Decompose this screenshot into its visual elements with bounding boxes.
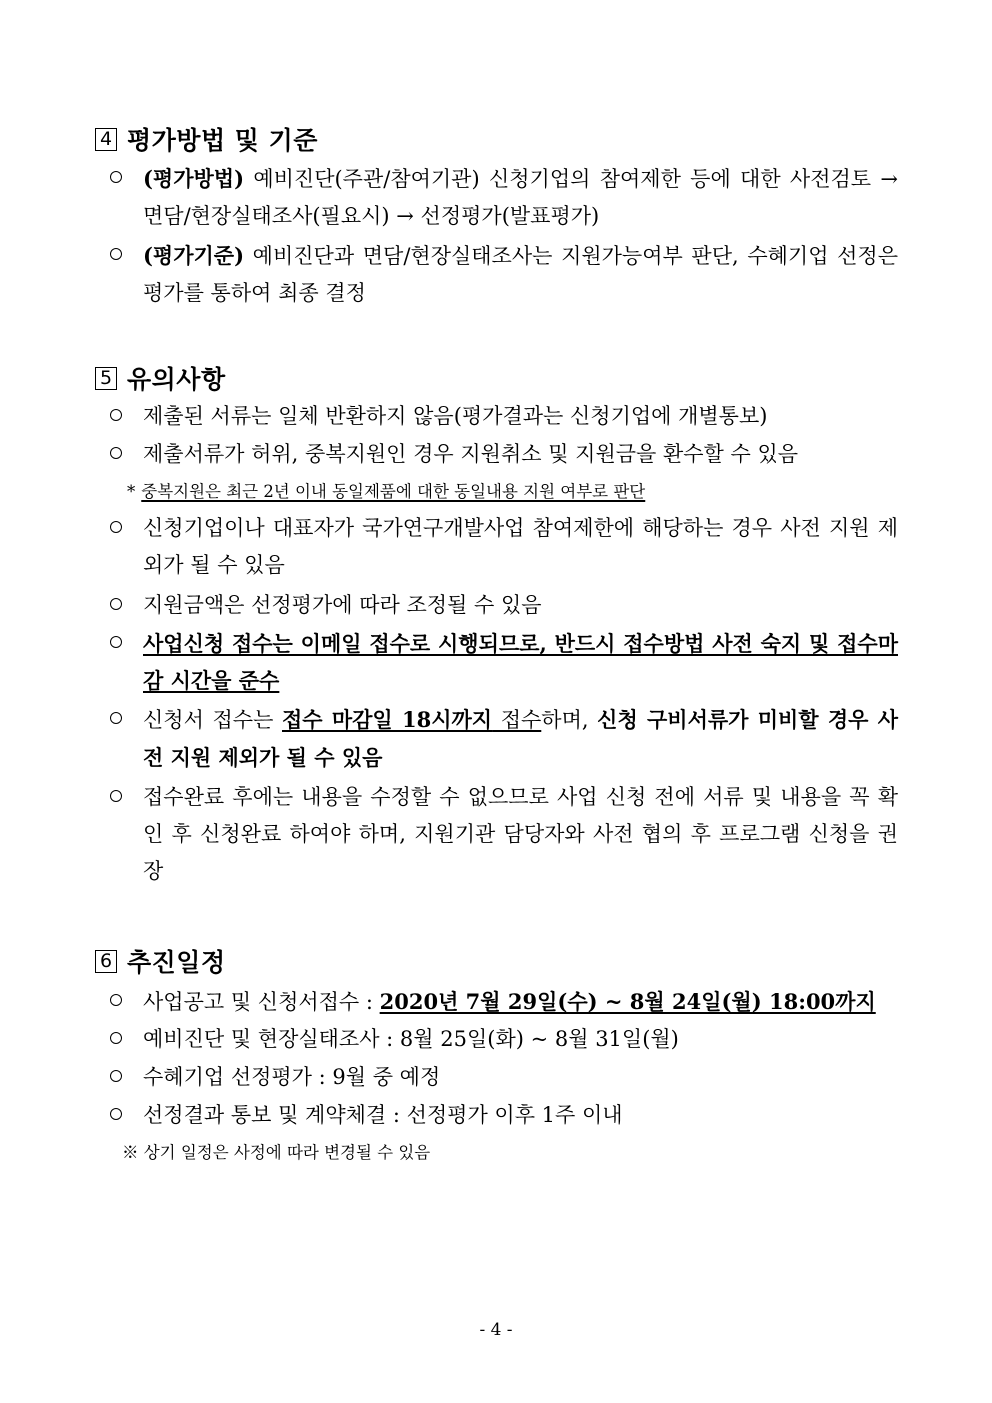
- circle-bullet-icon: [110, 1070, 122, 1082]
- method-text: 예비진단(주관/참여기관) 신청기업의 참여제한 등에 대한 사전검토 → 면담/현장실태조사(필요시) → 선정평가(발표평가): [143, 167, 898, 228]
- circle-bullet-icon: [110, 994, 122, 1006]
- list-item: [110, 436, 898, 473]
- notice-item-5: 사업신청 접수는 이메일 접수로 시행되므로, 반드시 접수방법 사전 숙지 및 접수마감 시간을 준수: [143, 631, 898, 693]
- notice-item-6-a: 신청서 접수는: [143, 708, 282, 732]
- circle-bullet-icon: [110, 1108, 122, 1120]
- page-number: - 4 -: [479, 1320, 513, 1340]
- duplicate-note: [127, 480, 645, 504]
- section-6-number: 6: [95, 950, 117, 973]
- section-5-number: 5: [95, 367, 117, 390]
- list-item: [110, 625, 898, 699]
- circle-bullet-icon: [110, 171, 122, 183]
- criteria-text: 예비진단과 면담/현장실태조사는 지원가능여부 판단, 수혜기업 선정은 평가를 통하여 최종 결정: [143, 244, 898, 305]
- list-item: [110, 1059, 898, 1096]
- section-4-title: 평가방법 및 기준: [127, 126, 318, 155]
- method-label: (평가방법): [143, 166, 245, 191]
- note-text: 중복지원은 최근 2년 이내 동일제품에 대한 동일내용 지원 여부로 판단: [141, 482, 646, 501]
- circle-bullet-icon: [110, 409, 122, 421]
- schedule-note: ※ 상기 일정은 사정에 따라 변경될 수 있음: [122, 1143, 431, 1162]
- list-item: [110, 701, 898, 777]
- section-5-title: 유의사항: [127, 365, 226, 394]
- list-item: [110, 1021, 898, 1058]
- circle-bullet-icon: [110, 712, 122, 724]
- schedule-4: 선정결과 통보 및 계약체결 : 선정평가 이후 1주 이내: [143, 1103, 623, 1127]
- notice-item-1: 제출된 서류는 일체 반환하지 않음(평가결과는 신청기업에 개별통보): [143, 404, 768, 428]
- circle-bullet-icon: [110, 790, 122, 802]
- notice-item-6-e: 신청 구비서류가 미비할 경우 사전 지원 제외가 될 수 있음: [143, 707, 898, 770]
- notice-item-7: 접수완료 후에는 내용을 수정할 수 없으므로 사업 신청 전에 서류 및 내용을 꼭 확인 후 신청완료 하여야 하며, 지원기관 담당자와 사전 협의 후 프로그램 신청을 권장: [143, 785, 898, 883]
- circle-bullet-icon: [110, 248, 122, 260]
- circle-bullet-icon: [110, 1032, 122, 1044]
- list-item: [110, 779, 898, 890]
- list-item: [110, 398, 898, 435]
- list-item: [110, 510, 898, 584]
- notice-item-3: 신청기업이나 대표자가 국가연구개발사업 참여제한에 해당하는 경우 사전 지원 제외가 될 수 있음: [143, 516, 898, 577]
- schedule-3: 수혜기업 선정평가 : 9월 중 예정: [143, 1065, 441, 1089]
- list-item: [110, 983, 898, 1021]
- section-4-number: 4: [95, 128, 117, 151]
- schedule-2: 예비진단 및 현장실태조사 : 8월 25일(화) ~ 8월 31일(월): [143, 1027, 679, 1051]
- criteria-label: (평가기준): [143, 243, 245, 268]
- list-item: [110, 160, 898, 235]
- section-6-title: 추진일정: [127, 948, 226, 977]
- note-star: *: [127, 482, 136, 501]
- notice-item-6-c: 접수: [492, 708, 542, 732]
- circle-bullet-icon: [110, 636, 122, 648]
- notice-item-2: 제출서류가 허위, 중복지원인 경우 지원취소 및 지원금을 환수할 수 있음: [143, 442, 799, 466]
- notice-item-6-deadline: 접수 마감일 18시까지: [282, 707, 493, 732]
- notice-item-4: 지원금액은 선정평가에 따라 조정될 수 있음: [143, 593, 542, 617]
- schedule-1-label: 사업공고 및 신청서접수 :: [143, 990, 380, 1014]
- circle-bullet-icon: [110, 447, 122, 459]
- schedule-1-value: 2020년 7월 29일(수) ~ 8월 24일(월) 18:00까지: [379, 989, 876, 1014]
- circle-bullet-icon: [110, 521, 122, 533]
- notice-item-6-d: 하며,: [541, 708, 598, 732]
- section-4-heading: [95, 121, 318, 157]
- list-item: [110, 587, 898, 624]
- list-item: [110, 1097, 898, 1134]
- list-item: [110, 237, 898, 312]
- section-6-heading: [95, 943, 226, 979]
- circle-bullet-icon: [110, 598, 122, 610]
- section-5-heading: [95, 360, 226, 396]
